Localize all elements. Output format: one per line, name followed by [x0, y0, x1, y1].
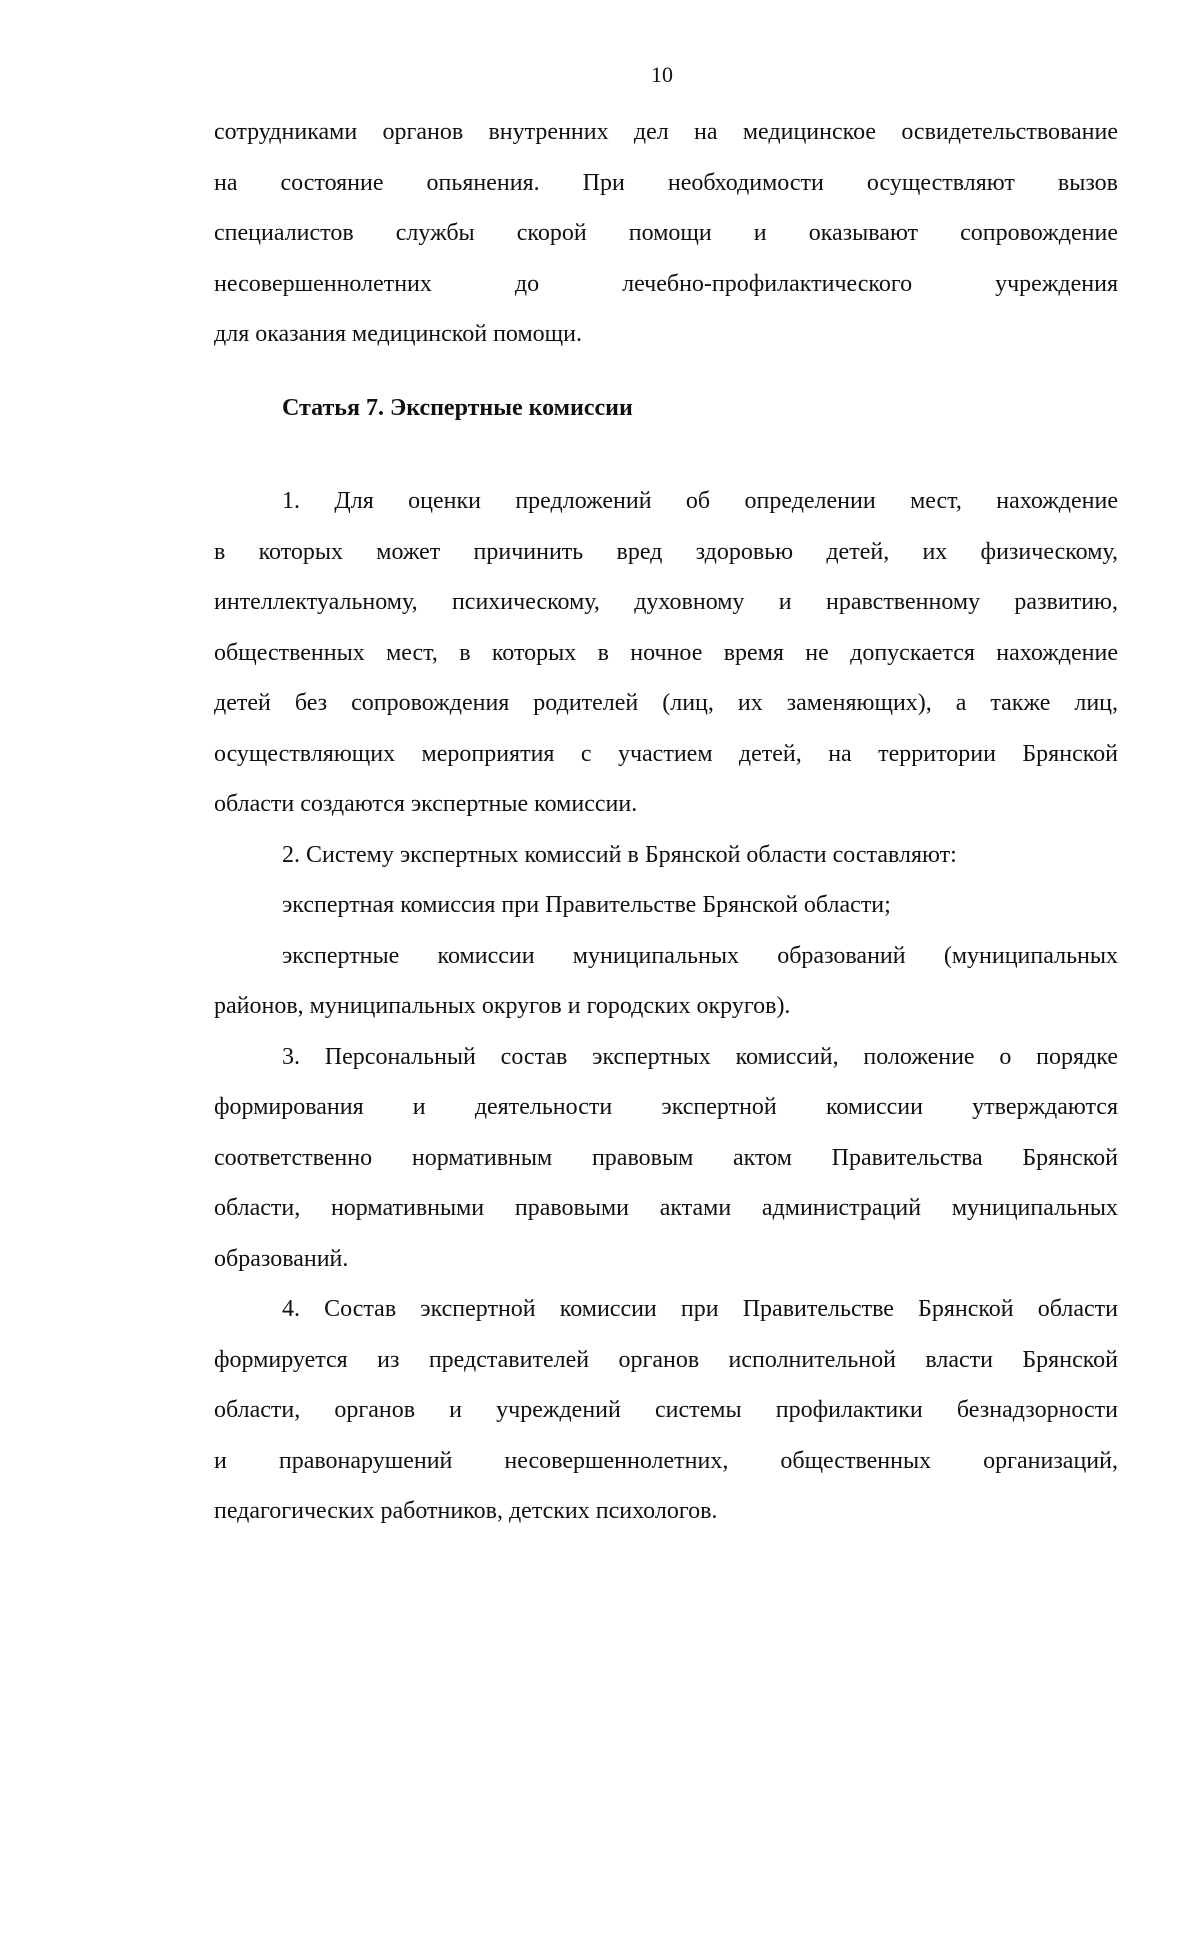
continuation-line: несовершеннолетних до лечебно-профилактического учреждения: [214, 270, 1118, 297]
article-line: 3. Персональный состав экспертных комиссий, положение о порядке: [282, 1043, 1118, 1070]
article-line: экспертные комиссии муниципальных образований (муниципальных: [282, 942, 1118, 969]
article-body: [214, 476, 1118, 1537]
continuation-line: сотрудниками органов внутренних дел на медицинское освидетельствование: [214, 119, 1118, 145]
article-line: соответственно нормативным правовым актом Правительства Брянской: [214, 1144, 1118, 1171]
article-line: области, нормативными правовыми актами администраций муниципальных: [214, 1195, 1118, 1221]
continuation-line: на состояние опьянения. При необходимости осуществляют вызов: [214, 169, 1118, 196]
continuation-line: для оказания медицинской помощи.: [214, 321, 582, 347]
page-number-text: 10: [651, 62, 673, 87]
article-line: 1. Для оценки предложений об определении мест, нахождение: [282, 488, 1118, 514]
article-line: 2. Систему экспертных комиссий в Брянской области составляют:: [282, 841, 957, 868]
article-line: педагогических работников, детских психологов.: [214, 1498, 718, 1524]
article-line: 4. Состав экспертной комиссии при Правительстве Брянской области: [282, 1296, 1118, 1322]
article-line: районов, муниципальных округов и городских округов).: [214, 993, 791, 1019]
article-line: образований.: [214, 1245, 349, 1272]
article-line: общественных мест, в которых в ночное время не допускается нахождение: [214, 639, 1118, 666]
continuation-line: специалистов службы скорой помощи и оказывают сопровождение: [214, 220, 1118, 246]
continuation-paragraph: [214, 107, 1118, 360]
article-line: экспертная комиссия при Правительстве Брянской области;: [282, 892, 891, 918]
article-line: в которых может причинить вред здоровью детей, их физическому,: [214, 538, 1118, 565]
article-line: и правонарушений несовершеннолетних, общественных организаций,: [214, 1447, 1118, 1474]
article-heading: Статья 7. Экспертные комиссии: [282, 395, 633, 421]
article-line: детей без сопровождения родителей (лиц, их заменяющих), а также лиц,: [214, 690, 1118, 716]
article-line: формирования и деятельности экспертной комиссии утверждаются: [214, 1094, 1118, 1120]
page-number: [0, 62, 1200, 88]
article-line: формируется из представителей органов исполнительной власти Брянской: [214, 1346, 1118, 1373]
article-line: области создаются экспертные комиссии.: [214, 791, 638, 817]
article-line: области, органов и учреждений системы профилактики безнадзорности: [214, 1397, 1118, 1423]
article-line: интеллектуальному, психическому, духовному и нравственному развитию,: [214, 589, 1118, 615]
article-line: осуществляющих мероприятия с участием детей, на территории Брянской: [214, 740, 1118, 767]
